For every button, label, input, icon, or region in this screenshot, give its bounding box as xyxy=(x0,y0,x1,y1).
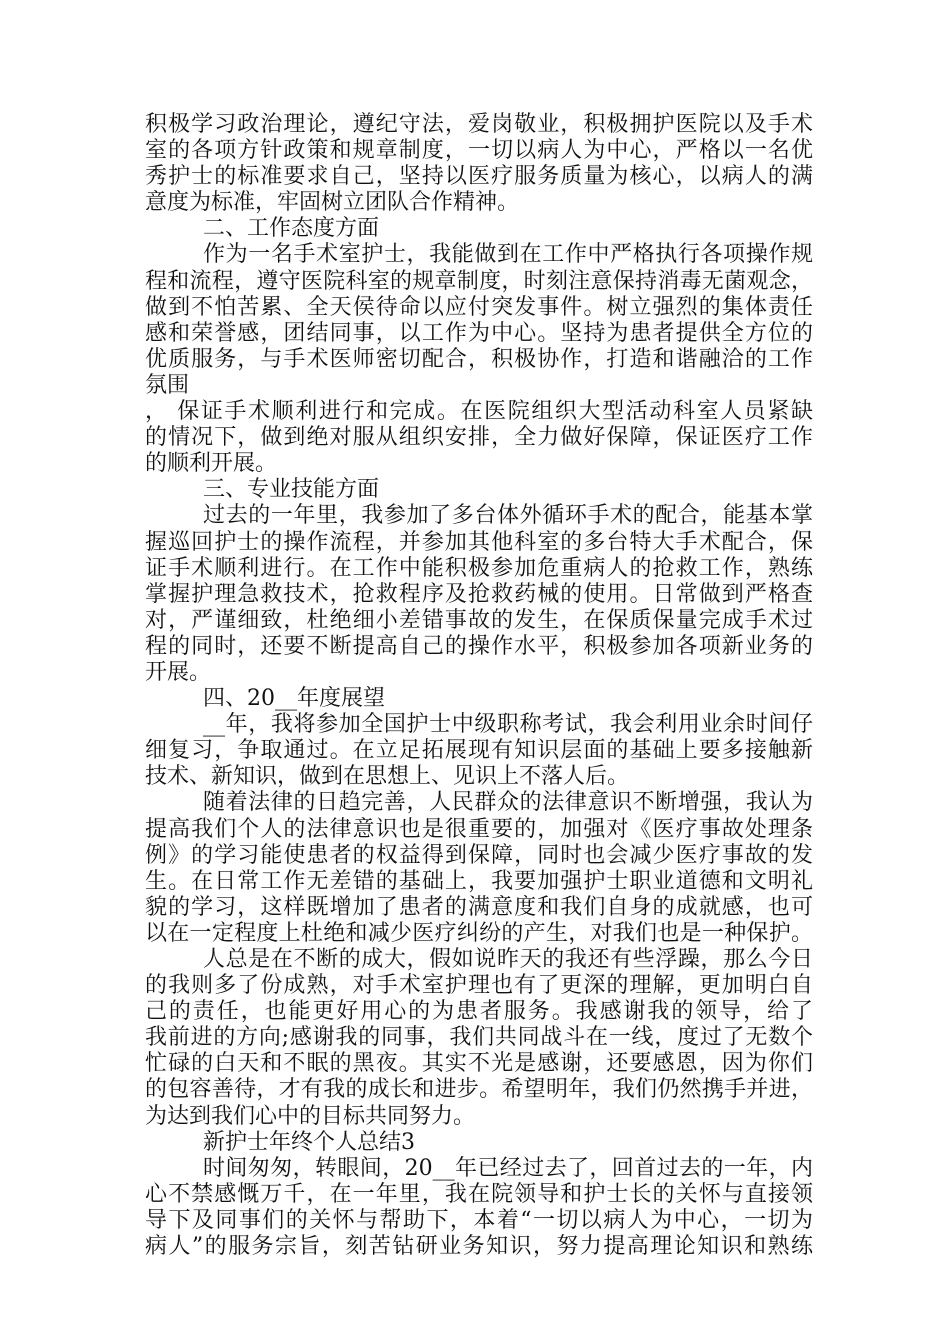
text-line: 握巡回护士的操作流程，并参加其他科室的多台特大手术配合，保 xyxy=(145,529,813,555)
text-line: 积极学习政治理论，遵纪守法，爱岗敬业，积极拥护医院以及手术 xyxy=(145,112,813,137)
text-line: 心不禁感慨万千，在一年里，我在院领导和护士长的关怀与直接领 xyxy=(145,1181,813,1207)
text-line: 意度为标准，牢固树立团队合作精神。 xyxy=(145,190,520,216)
text-line: 的情况下，做到绝对服从组织安排，全力做好保障，保证医疗工作 xyxy=(145,425,813,451)
text-line: 程的同时，还要不断提高自己的操作水平，积极参加各项新业务的 xyxy=(145,633,813,659)
text-line: 作为一名手术室护士，我能做到在工作中严格执行各项操作规 xyxy=(203,242,813,268)
text-line: 以在一定程度上杜绝和减少医疗纠纷的产生，对我们也是一种保护。 xyxy=(145,920,813,946)
text-line: 提高我们个人的法律意识也是很重要的，加强对《医疗事故处理条 xyxy=(145,816,813,842)
text-line: 我前进的方向;感谢我的同事，我们共同战斗在一线，度过了无数个 xyxy=(145,1025,813,1051)
section-heading: 新护士年终个人总结3 xyxy=(203,1129,415,1155)
section-heading: 四、20__年度展望 xyxy=(203,686,385,712)
text-line: 时间匆匆，转眼间，20__年已经过去了，回首过去的一年，内 xyxy=(203,1155,813,1181)
text-line: 细复习，争取通过。在立足拓展现有知识层面的基础上要多接触新 xyxy=(145,738,813,764)
text-line: 掌握护理急救技术，抢救程序及抢救药械的使用。日常做到严格查 xyxy=(145,581,813,607)
text-line: 程和流程，遵守医院科室的规章制度，时刻注意保持消毒无菌观念， xyxy=(145,268,813,294)
text-line: 氛围 xyxy=(145,372,190,398)
text-line: 的我则多了份成熟，对手术室护理也有了更深的理解，更加明白自 xyxy=(145,973,813,999)
text-line: __年，我将参加全国护士中级职称考试，我会利用业余时间仔 xyxy=(203,712,813,738)
text-line: 的包容善待，才有我的成长和进步。希望明年，我们仍然携手并进， xyxy=(145,1077,813,1103)
text-line: 的顺利开展。 xyxy=(145,451,278,477)
text-line: 感和荣誉感，团结同事，以工作为中心。坚持为患者提供全方位的 xyxy=(145,320,813,346)
text-line: 随着法律的日趋完善，人民群众的法律意识不断增强，我认为 xyxy=(203,790,813,816)
text-line: 导下及同事们的关怀与帮助下，本着“一切以病人为中心，一切为 xyxy=(145,1207,813,1233)
text-line: 为达到我们心中的目标共同努力。 xyxy=(145,1103,476,1129)
text-line: 生。在日常工作无差错的基础上，我要加强护士职业道德和文明礼 xyxy=(145,868,813,894)
text-line: 过去的一年里，我参加了多台体外循环手术的配合，能基本掌 xyxy=(203,503,813,529)
text-line: 例》的学习能使患者的权益得到保障，同时也会减少医疗事故的发 xyxy=(145,842,813,868)
text-line: 人总是在不断的成大，假如说昨天的我还有些浮躁，那么今日 xyxy=(203,947,813,972)
text-line: 技术、新知识，做到在思想上、见识上不落人后。 xyxy=(145,764,630,790)
section-heading: 三、专业技能方面 xyxy=(203,477,380,503)
text-line: 病人”的服务宗旨，刻苦钻研业务知识，努力提高理论知识和熟练 xyxy=(145,1234,813,1260)
text-line: 优质服务，与手术医师密切配合，积极协作，打造和谐融洽的工作 xyxy=(145,346,813,372)
text-line: 貌的学习，这样既增加了患者的满意度和我们自身的成就感，也可 xyxy=(145,894,813,920)
text-line: 忙碌的白天和不眠的黑夜。其实不光是感谢，还要感恩，因为你们 xyxy=(145,1051,813,1077)
text-line: 对，严谨细致，杜绝细小差错事故的发生，在保质保量完成手术过 xyxy=(145,607,813,633)
text-line: 做到不怕苦累、全天侯待命以应付突发事件。树立强烈的集体责任 xyxy=(145,294,813,320)
text-line: 室的各项方针政策和规章制度，一切以病人为中心，严格以一名优 xyxy=(145,138,813,164)
body-text xyxy=(145,112,813,1260)
text-line: 秀护士的标准要求自己，坚持以医疗服务质量为核心，以病人的满 xyxy=(145,164,813,190)
section-heading: 二、工作态度方面 xyxy=(203,216,380,242)
text-line: 己的责任，也能更好用心的为患者服务。我感谢我的领导，给了 xyxy=(145,999,813,1025)
text-line: ， 保证手术顺利进行和完成。在医院组织大型活动科室人员紧缺 xyxy=(145,399,813,425)
text-line: 开展。 xyxy=(145,659,212,685)
text-line: 证手术顺利进行。在工作中能积极参加危重病人的抢救工作，熟练 xyxy=(145,555,813,581)
